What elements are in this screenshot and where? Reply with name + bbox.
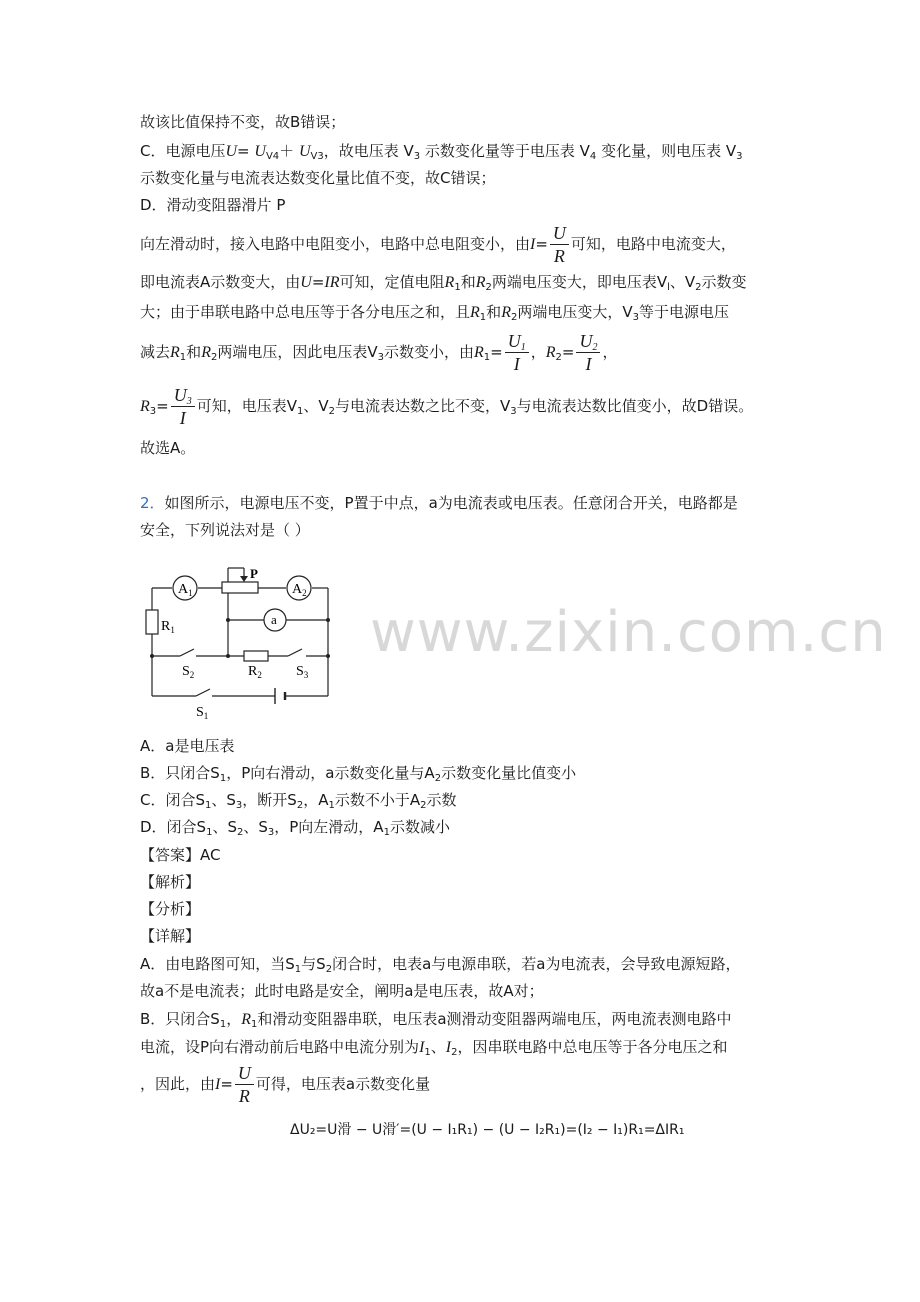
detail-heading: 【详解】	[140, 927, 201, 945]
text: 和	[486, 303, 502, 321]
label-a2: $A_2$	[292, 582, 307, 598]
sub: 1	[483, 352, 491, 363]
option-b	[140, 763, 576, 783]
option-d	[140, 817, 450, 837]
sub: 1	[328, 800, 335, 811]
sub: 1	[297, 406, 304, 417]
sub: 1	[206, 827, 213, 838]
text: 示数不小于A	[334, 791, 421, 809]
var: IR	[324, 274, 340, 291]
sub: 1	[520, 342, 526, 353]
var: R	[474, 344, 484, 361]
question-stem	[140, 493, 738, 513]
watermark: www.zixin.com.cn	[370, 600, 887, 665]
slider-arrow	[240, 576, 248, 582]
text: 两端电压变大，V	[517, 303, 633, 321]
junction-dot	[326, 618, 330, 622]
explanation-a: 故a不是电流表；此时电路是安全，阐明a是电压表，故A对；	[140, 982, 544, 1000]
text-line	[140, 222, 736, 267]
numerator: U	[550, 222, 569, 245]
label-s1: $S_1$	[196, 705, 209, 721]
switch-s3	[288, 649, 302, 656]
text: 与S	[301, 955, 326, 973]
text: 与电流表达数之比不变，V	[335, 397, 511, 415]
text-line	[140, 384, 753, 429]
text: 和	[186, 343, 202, 361]
circuit-diagram	[140, 558, 340, 723]
var: R	[444, 274, 455, 291]
sub: 2	[695, 282, 702, 293]
text: 示数减小	[389, 818, 450, 836]
var: U	[298, 143, 311, 160]
var: R	[475, 274, 486, 291]
text-line	[140, 141, 742, 162]
sub: 2	[210, 352, 218, 363]
sub: 1	[205, 800, 212, 811]
sub: 3	[186, 396, 192, 407]
sub: 3	[510, 406, 517, 417]
sub: 1	[219, 773, 227, 784]
text: =	[535, 235, 548, 253]
text: 可得，电压表a示数变化量	[255, 1075, 431, 1093]
text-line	[140, 330, 618, 375]
formula: ΔU₂=U滑 − U滑′=(U − I₁R₁) − (U − I₂R₁)=(I₂ − I₁)R₁=ΔIR₁	[290, 1122, 685, 1138]
numerator	[171, 384, 195, 407]
sub: 3	[267, 827, 275, 838]
text: 、S	[243, 818, 268, 836]
sub: 3	[413, 151, 421, 162]
label-s2: $S_2$	[182, 664, 195, 680]
text: 减去	[140, 343, 171, 361]
text: B．只闭合S	[140, 1010, 220, 1028]
text: 可知，电压表V	[196, 397, 297, 415]
sub: V3	[310, 151, 324, 162]
sub: 3	[632, 312, 639, 323]
sub: 1	[424, 1047, 431, 1058]
explanation-b	[140, 1037, 728, 1058]
sub: 1	[294, 964, 302, 975]
text-line: 故该比值保持不变，故B错误；	[140, 113, 346, 131]
text: 向左滑动时，接入电路中电阻变小，电路中总电阻变小，由	[140, 235, 531, 253]
text-line: D．滑动变阻器滑片 P	[140, 196, 286, 214]
sub: V4	[265, 151, 280, 162]
text: 、	[430, 1038, 446, 1056]
junction-dot	[326, 654, 330, 658]
text: 和滑动变阻器串联，电压表a测滑动变阻器两端电压，两电流表测电路中	[257, 1010, 732, 1028]
sub: 2	[434, 773, 442, 784]
explanation-b	[140, 1062, 430, 1107]
option-a: A．a是电压表	[140, 737, 235, 755]
text-line	[140, 302, 729, 323]
sub: 2	[485, 282, 492, 293]
text: 示数变化量等于电压表 V	[420, 142, 590, 160]
sub: 1	[479, 312, 487, 323]
denominator: I	[513, 354, 520, 374]
text-line	[140, 272, 747, 293]
label-a: a	[271, 612, 277, 627]
text: B．只闭合S	[140, 764, 220, 782]
rheostat	[222, 582, 258, 593]
sub: 3	[149, 406, 157, 417]
sub: 2	[328, 406, 336, 417]
sub: 2	[296, 800, 304, 811]
var: R	[470, 304, 480, 321]
var: R	[501, 304, 511, 321]
question-number: 2．	[140, 494, 165, 512]
sub: 2	[592, 342, 598, 353]
sub: 2	[420, 800, 427, 811]
text: C．闭合S	[140, 791, 205, 809]
text: =	[561, 343, 575, 361]
text: ，故电压表 V	[323, 142, 414, 160]
switch-s1	[196, 689, 210, 696]
fenxi-heading: 【分析】	[140, 900, 201, 918]
var: U	[579, 331, 593, 351]
text: =	[311, 273, 325, 291]
explanation-a	[140, 954, 740, 974]
sub: 2	[555, 352, 562, 363]
switch-s2	[180, 649, 194, 656]
fraction	[235, 1062, 254, 1107]
var: R	[140, 398, 150, 415]
text: 示数变小，由	[383, 343, 474, 361]
text: ，因串联电路中总电压等于各分电压之和	[457, 1038, 728, 1056]
var: U	[507, 331, 521, 351]
sub: 3	[377, 352, 384, 363]
fraction	[505, 330, 529, 375]
text: 电流，设P向右滑动前后电路中电流分别为	[140, 1038, 420, 1056]
sub: 1	[454, 282, 461, 293]
resistor-r1	[146, 610, 158, 634]
sub: 4	[589, 151, 597, 162]
text: 示数变化量比值变小	[441, 764, 577, 782]
label-r2: $R_2$	[248, 664, 262, 680]
var: I	[445, 1039, 452, 1056]
sub: l	[667, 282, 670, 293]
text: ，	[226, 1010, 242, 1028]
text: D．闭合S	[140, 818, 207, 836]
text: A．由电路图可知，当S	[140, 955, 295, 973]
text: C．电源电压	[140, 142, 226, 160]
junction-dot	[150, 654, 154, 658]
fraction	[576, 330, 600, 375]
text: ，断开S	[242, 791, 297, 809]
text: 可知，定值电阻	[339, 273, 445, 291]
var: R	[170, 344, 180, 361]
text: 等于电源电压	[638, 303, 729, 321]
answer: 【答案】AC	[140, 846, 221, 864]
text: 变化量，则电压表 V	[596, 142, 737, 160]
text: 闭合时，电表a与电源串联，若a为电流表，会导致电源短路，	[332, 955, 741, 973]
var: R	[201, 344, 211, 361]
analysis-heading: 【解析】	[140, 873, 201, 891]
sub: 2	[236, 827, 244, 838]
fraction	[550, 222, 569, 267]
text: 和	[460, 273, 476, 291]
text: 两端电压，因此电压表V	[217, 343, 378, 361]
question-stem: 安全，下列说法对是（ ）	[140, 521, 310, 539]
text: ，P向左滑动，A	[274, 818, 384, 836]
numerator: U	[235, 1062, 254, 1085]
text: ＋	[279, 142, 299, 160]
text: 大；由于串联电路中总电压等于各分电压之和，且	[140, 303, 471, 321]
text: 如图所示，电源电压不变，P置于中点，a为电流表或电压表。任意闭合开关，电路都是	[164, 494, 738, 512]
text: 即电流表A示数变大，由	[140, 273, 301, 291]
var: U	[254, 143, 266, 160]
sub: 1	[219, 1019, 227, 1030]
denominator: I	[179, 408, 186, 428]
denominator: R	[238, 1086, 250, 1106]
numerator	[505, 330, 529, 353]
denominator: R	[553, 246, 565, 266]
resistor-r2	[244, 651, 268, 661]
text: =	[156, 397, 169, 415]
text: 、V	[669, 273, 696, 291]
sub: 2	[451, 1047, 458, 1058]
label-s3: $S_3$	[296, 664, 309, 680]
var: R	[241, 1011, 251, 1028]
option-c	[140, 790, 456, 810]
text: 与电流表达数比值变小，故D错误。	[516, 397, 754, 415]
var: U	[300, 274, 312, 291]
sub: 2	[325, 964, 333, 975]
denominator: I	[585, 354, 592, 374]
text: 示数	[426, 791, 457, 809]
sub: 2	[510, 312, 518, 323]
label-p: P	[250, 566, 258, 581]
var: U	[173, 385, 187, 405]
var: I	[215, 1076, 221, 1093]
junction-dot	[226, 618, 230, 622]
var: I	[419, 1039, 425, 1056]
sub: 3	[736, 151, 743, 162]
text: 两端电压变大，即电压表V	[491, 273, 668, 291]
text: ，	[602, 343, 618, 361]
text: =	[490, 343, 503, 361]
text: ，A	[303, 791, 329, 809]
label-r1: $R_1$	[161, 619, 175, 635]
var: R	[545, 344, 556, 361]
sub: 1	[179, 352, 187, 363]
var: I	[530, 236, 536, 253]
explanation-b	[140, 1009, 732, 1030]
sub: 3	[235, 800, 243, 811]
label-a1: $A_1$	[178, 582, 193, 598]
fraction	[171, 384, 195, 429]
text-line: 示数变化量与电流表达数变化量比值不变，故C错误；	[140, 169, 496, 187]
text: =	[237, 142, 255, 160]
text: ，因此，由	[140, 1075, 216, 1093]
text: =	[220, 1075, 233, 1093]
text: ，P向右滑动，a示数变化量与A	[226, 764, 435, 782]
text: 可知，电路中电流变大，	[570, 235, 736, 253]
text: 、V	[303, 397, 329, 415]
var: U	[225, 143, 238, 160]
sub: 1	[383, 827, 390, 838]
text: 、S	[211, 791, 236, 809]
numerator	[576, 330, 600, 353]
sub: 1	[250, 1019, 258, 1030]
text-line: 故选A。	[140, 439, 196, 457]
junction-dot	[226, 654, 230, 658]
text: 、S	[212, 818, 237, 836]
text: 示数变	[701, 273, 747, 291]
text: ，	[530, 343, 546, 361]
